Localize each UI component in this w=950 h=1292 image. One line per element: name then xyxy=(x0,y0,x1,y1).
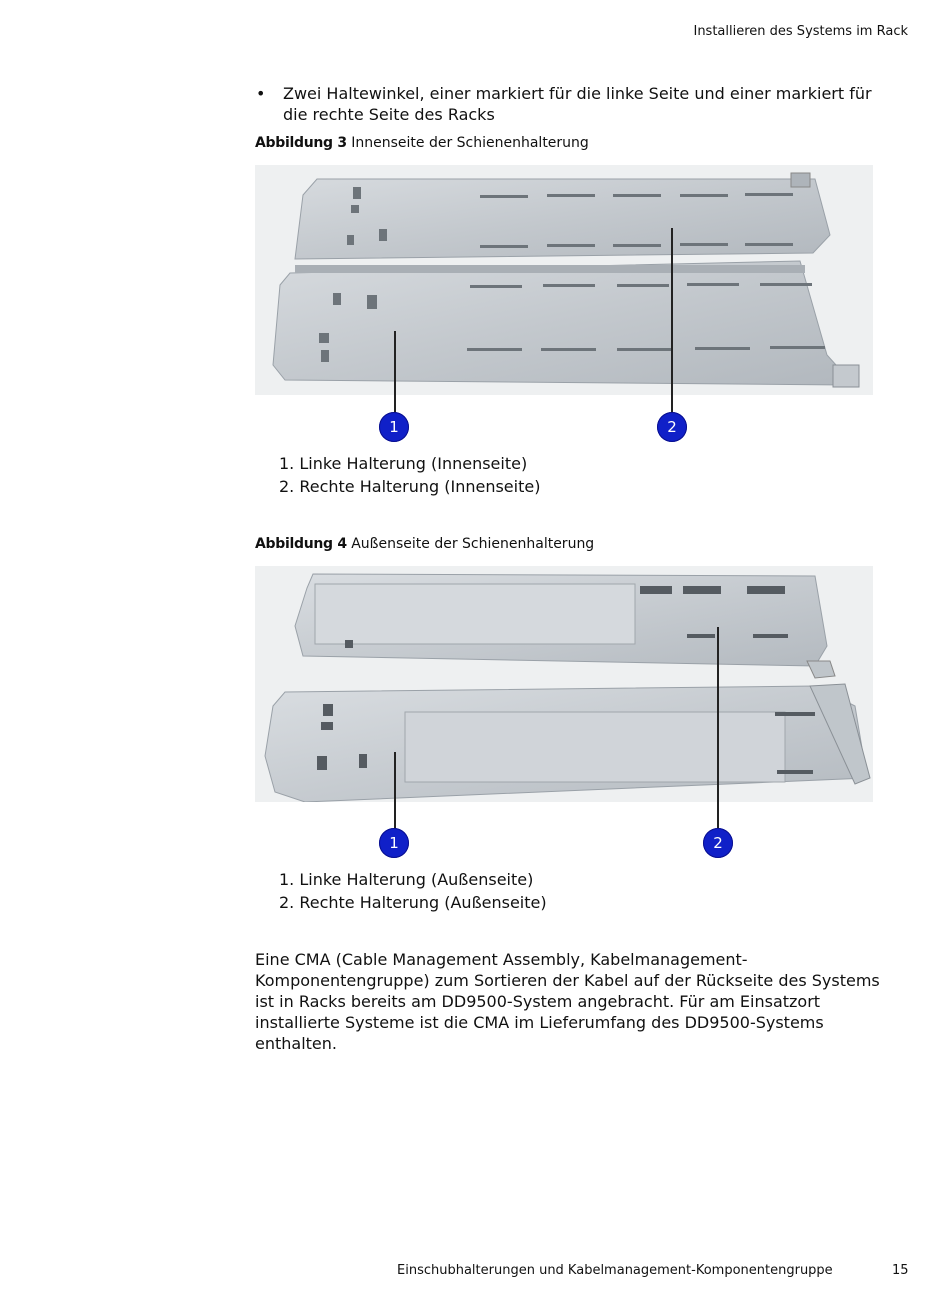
callout-marker: 1 xyxy=(379,412,409,442)
rail-brackets-inner-illustration xyxy=(255,165,873,395)
callout-marker: 2 xyxy=(657,412,687,442)
figure-4-title: Außenseite der Schienenhalterung xyxy=(351,536,595,552)
callout-leader-line xyxy=(394,752,396,832)
legend-item: 2. Rechte Halterung (Außenseite) xyxy=(279,893,547,912)
figure-3-photo xyxy=(255,165,873,395)
figure-4-photo xyxy=(255,566,873,802)
figure-4-caption xyxy=(255,536,594,552)
figure-3-label: Abbildung 3 xyxy=(255,135,347,151)
figure-4-label: Abbildung 4 xyxy=(255,536,347,552)
callout-marker: 2 xyxy=(703,828,733,858)
figure-4-legend xyxy=(279,868,547,914)
callout-leader-line xyxy=(394,331,396,415)
legend-item: 1. Linke Halterung (Außenseite) xyxy=(279,870,534,889)
figure-3-caption xyxy=(255,135,589,151)
footer-section-title: Einschubhalterungen und Kabelmanagement-Komponentengruppe xyxy=(397,1263,833,1278)
body-paragraph: Eine CMA (Cable Management Assembly, Kabelmanagement-Komponentengruppe) zum Sortieren der Kabel auf der Rückseite des Systems ist in Racks bereits am DD9500-System angebracht. Für am Einsatzort installierte Systeme ist die CMA im Lieferumfang des DD9500-Systems enthalten. xyxy=(255,950,880,1053)
callout-leader-line xyxy=(717,627,719,831)
running-header: Installieren des Systems im Rack xyxy=(693,24,908,39)
bullet-dot: • xyxy=(256,84,266,103)
legend-item: 2. Rechte Halterung (Innenseite) xyxy=(279,477,541,496)
figure-3-legend xyxy=(279,452,540,498)
legend-item: 1. Linke Halterung (Innenseite) xyxy=(279,454,528,473)
page-number: 15 xyxy=(892,1263,909,1278)
callout-leader-line xyxy=(671,228,673,414)
rail-brackets-outer-illustration xyxy=(255,566,873,802)
figure-3-title: Innenseite der Schienenhalterung xyxy=(351,135,589,151)
bullet-text: Zwei Haltewinkel, einer markiert für die linke Seite und einer markiert für die rechte Seite des Racks xyxy=(283,84,872,124)
bullet-item xyxy=(256,83,876,125)
callout-marker: 1 xyxy=(379,828,409,858)
